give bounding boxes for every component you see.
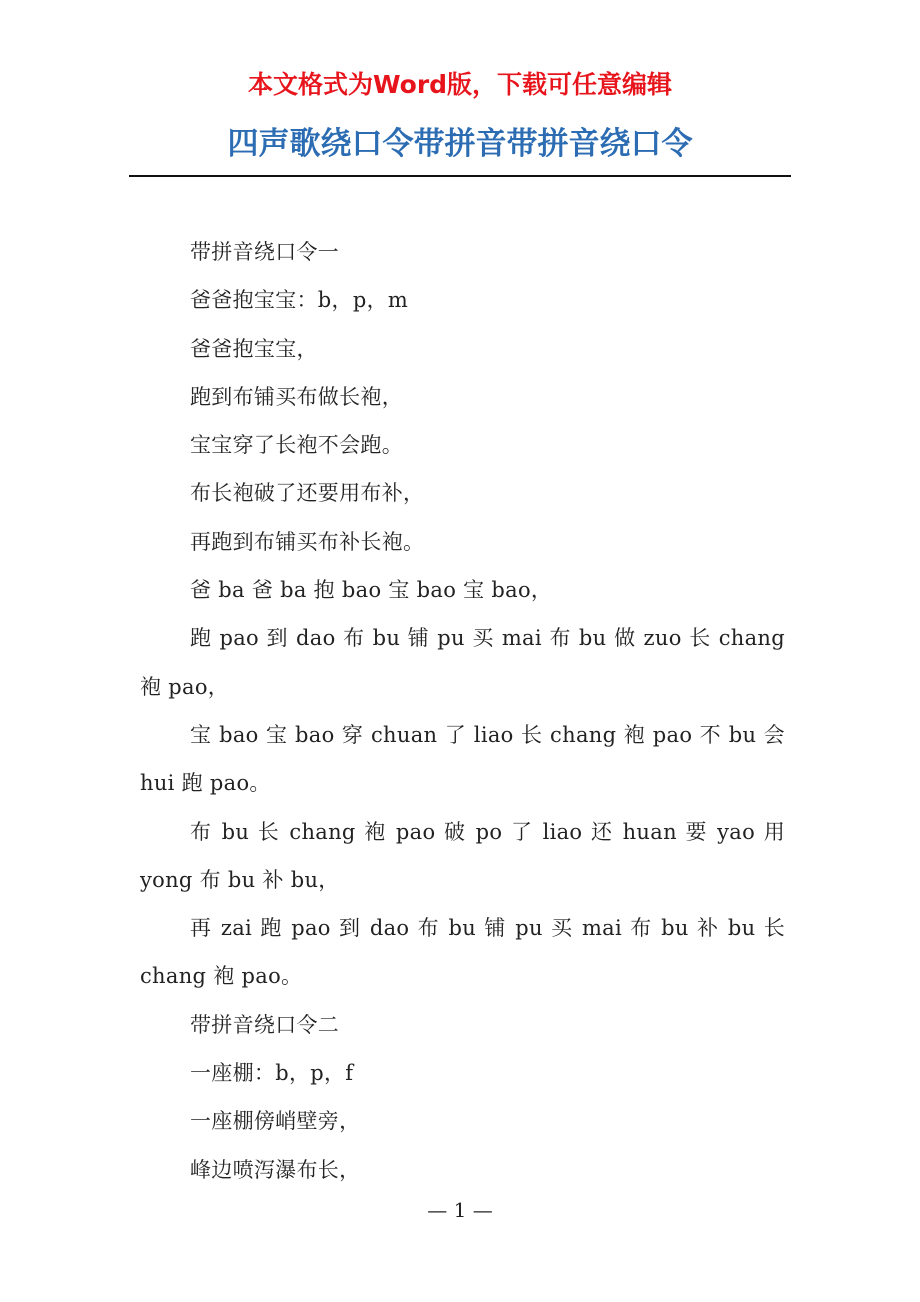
tongue-twister-line: 跑到布铺买布做长袍， bbox=[190, 384, 403, 409]
tongue-twister-line: 一座棚：b，p，f bbox=[190, 1061, 354, 1086]
tongue-twister-line: 布长袍破了还要用布补， bbox=[190, 481, 425, 506]
pinyin-line: 爸 ba 爸 ba 抱 bao 宝 bao 宝 bao， bbox=[190, 578, 553, 603]
pinyin-line: 宝 bao 宝 bao 穿 chuan 了 liao 长 chang 袍 pao 不 bu 会 hui 跑 pao。 bbox=[140, 722, 785, 796]
section-heading-1: 带拼音绕口令一 bbox=[190, 240, 340, 264]
document-body bbox=[140, 228, 785, 1194]
pinyin-line: 再 zai 跑 pao 到 dao 布 bu 铺 pu 买 mai 布 bu 补 bu 长 chang 袍 pao。 bbox=[140, 916, 785, 989]
tongue-twister-line: 一座棚傍峭壁旁， bbox=[190, 1109, 361, 1134]
pinyin-line: 跑 pao 到 dao 布 bu 铺 pu 买 mai 布 bu 做 zuo 长 chang 袍 pao， bbox=[140, 626, 785, 699]
tongue-twister-line: 爸爸抱宝宝：b，p，m bbox=[190, 288, 409, 313]
tongue-twister-line: 宝宝穿了长袍不会跑。 bbox=[190, 433, 403, 458]
tongue-twister-line: 再跑到布铺买布补长袍。 bbox=[190, 529, 425, 554]
title-divider bbox=[129, 175, 791, 177]
format-notice: 本文格式为Word版，下载可任意编辑 bbox=[247, 70, 673, 99]
section-heading-2: 带拼音绕口令二 bbox=[190, 1012, 340, 1037]
pinyin-line: 布 bu 长 chang 袍 pao 破 po 了 liao 还 huan 要 yao 用 yong 布 bu 补 bu， bbox=[140, 819, 785, 892]
document-title: 四声歌绕口令带拼音带拼音绕口令 bbox=[227, 126, 693, 162]
tongue-twister-line: 爸爸抱宝宝， bbox=[190, 336, 318, 361]
tongue-twister-line: 峰边喷泻瀑布长， bbox=[190, 1157, 361, 1182]
page-number: — 1 — bbox=[427, 1198, 493, 1222]
